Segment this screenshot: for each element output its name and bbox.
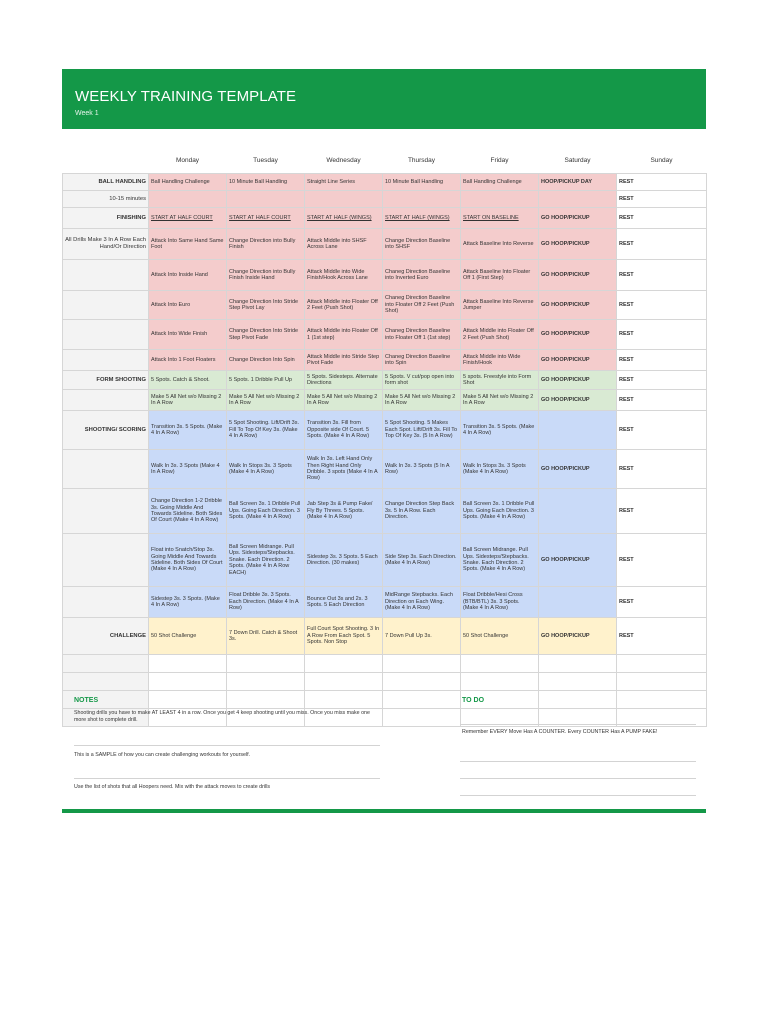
table-row	[63, 320, 707, 350]
todo-divider	[460, 724, 696, 725]
drill-cell: Change Direction Into Stride Step Pivot Fade	[227, 320, 305, 350]
drill-cell: Transition 3s. Fill from Opposite side Of Court. 5 Spots. (Make 4 In A Row)	[305, 411, 383, 450]
drill-cell: 10 Minute Ball Handling	[383, 174, 461, 191]
drill-cell: 5 spots. Freestyle into Form Shot	[461, 371, 539, 390]
page-title: WEEKLY TRAINING TEMPLATE	[75, 88, 297, 105]
day-header: Monday	[175, 157, 200, 165]
table-row	[63, 291, 707, 320]
drill-cell	[305, 673, 383, 691]
drill-cell: Walk In 3s. 3 Spots (5 In A Row)	[383, 450, 461, 489]
drill-cell	[227, 191, 305, 208]
drill-cell: GO HOOP/PICKUP	[539, 229, 617, 260]
rest-cell	[617, 655, 707, 673]
drill-cell: Attack Middle into Floater Off 1 (1st step)	[305, 320, 383, 350]
drill-cell: Straight Line Series	[305, 174, 383, 191]
row-label	[63, 587, 149, 618]
drill-cell: GO HOOP/PICKUP	[539, 350, 617, 371]
todo-divider	[460, 761, 696, 762]
row-label	[63, 390, 149, 411]
note-line: Use the list of shots that all Hoopers need. Mix with the attack moves to create drills	[74, 784, 271, 790]
drill-cell	[305, 191, 383, 208]
drill-cell: Ball Handling Challenge	[461, 174, 539, 191]
drill-cell: Attack Into 1 Foot Floaters	[149, 350, 227, 371]
drill-cell: START AT HALF COURT	[149, 208, 227, 229]
drill-cell: GO HOOP/PICKUP	[539, 371, 617, 390]
drill-cell	[383, 709, 461, 727]
drill-cell: Sidestep 3s. 3 Spots. (Make 4 In A Row)	[149, 587, 227, 618]
drill-cell: Ball Handling Challenge	[149, 174, 227, 191]
table-row	[63, 191, 707, 208]
drill-cell: Make 5 All Net w/o Missing 2 In A Row	[305, 390, 383, 411]
drill-cell	[539, 411, 617, 450]
drill-cell: 50 Shot Challenge	[149, 618, 227, 655]
drill-cell: START ON BASELINE	[461, 208, 539, 229]
rest-cell: REST	[617, 260, 707, 291]
drill-cell: Float into Snatch/Stop 3s. Going Middle And Towards Sideline. Both Sides Of Court (Make 4 In A Row)	[149, 534, 227, 587]
table-row	[63, 174, 707, 191]
drill-cell: Make 5 All Net w/o Missing 2 In A Row	[149, 390, 227, 411]
rest-cell	[617, 673, 707, 691]
rest-cell: REST	[617, 618, 707, 655]
drill-cell: Change Direction into Bully Finish Inside Hand	[227, 260, 305, 291]
note-line: This is a SAMPLE of how you can create challenging workouts for yourself.	[74, 752, 251, 758]
rest-cell: REST	[617, 450, 707, 489]
table-row	[63, 618, 707, 655]
drill-cell	[305, 691, 383, 709]
drill-cell: START AT HALF (WINGS)	[383, 208, 461, 229]
table-row	[63, 229, 707, 260]
drill-cell: Attack Middle into Wide Finish/Hook Across Lane	[305, 260, 383, 291]
drill-cell: Walk In Stops 3s. 3 Spots (Make 4 In A Row)	[461, 450, 539, 489]
row-label	[63, 291, 149, 320]
table-row	[63, 208, 707, 229]
row-label: FORM SHOOTING	[63, 371, 149, 390]
drill-cell: Attack Baseline Into Floater Off 1 (First Step)	[461, 260, 539, 291]
row-label: BALL HANDLING	[63, 174, 149, 191]
drill-cell: 7 Down Pull Up 3s.	[383, 618, 461, 655]
drill-cell	[383, 191, 461, 208]
drill-cell: Side Step 3s. Each Direction. (Make 4 In A Row)	[383, 534, 461, 587]
drill-cell: Attack Into Wide Finish	[149, 320, 227, 350]
drill-cell: Walk In Stops 3s. 3 Spots (Make 4 In A Row)	[227, 450, 305, 489]
rest-cell	[617, 691, 707, 709]
drill-cell: Ball Screen 3s. 1 Dribble Pull Ups. Going Each Direction. 3 Spots. (Make 4 In A Row)	[461, 489, 539, 534]
row-label	[63, 534, 149, 587]
row-label: FINISHING	[63, 208, 149, 229]
drill-cell	[227, 691, 305, 709]
drill-cell	[461, 673, 539, 691]
drill-cell: Change Direction Baseline into SHSF	[383, 229, 461, 260]
note-line: Shooting drills you have to make AT LEAST 4 in a row. Once you get 4 keep shooting until you miss. Once you miss make one more shot to complete drill.	[74, 710, 370, 724]
rest-cell: REST	[617, 191, 707, 208]
table-row	[63, 260, 707, 291]
row-label	[63, 350, 149, 371]
drill-cell: Attack Baseline Into Reverse	[461, 229, 539, 260]
drill-cell: Attack Middle into Floater Off 2 Feet (Push Shot)	[461, 320, 539, 350]
drill-cell: Make 5 All Net w/o Missing 2 In A Row	[227, 390, 305, 411]
drill-cell: Chaneg Direction Baseline into Spin	[383, 350, 461, 371]
drill-cell: 5 Spots. V cut/pop open into form shot	[383, 371, 461, 390]
drill-cell: Attack Into Euro	[149, 291, 227, 320]
drill-cell	[539, 191, 617, 208]
rest-cell: REST	[617, 534, 707, 587]
drill-cell: Chaneg Direction Baseline into Inverted Euro	[383, 260, 461, 291]
drill-cell	[149, 691, 227, 709]
drill-cell: 5 Spot Shooting. 5 Makes Each Spot. Lift/Drift 3s. Fill To Top Of Key 3s. (5 In A Row)	[383, 411, 461, 450]
day-header: Thursday	[407, 157, 436, 165]
drill-cell	[383, 673, 461, 691]
drill-cell: GO HOOP/PICKUP	[539, 450, 617, 489]
table-row	[63, 371, 707, 390]
table-row	[63, 450, 707, 489]
drill-cell: 5 Spots. Catch & Shoot.	[149, 371, 227, 390]
row-label	[63, 450, 149, 489]
drill-cell	[461, 655, 539, 673]
rest-cell: REST	[617, 411, 707, 450]
drill-cell: Full Court Spot Shooting. 3 In A Row From Each Spot. 5 Spots. Non Stop	[305, 618, 383, 655]
drill-cell: 5 Spot Shooting. Lift/Drift 3s. Fill To Top Of Key 3s. (Make 4 In A Row)	[227, 411, 305, 450]
drill-cell: Bounce Out 3s and 2s. 3 Spots. 5 Each Direction	[305, 587, 383, 618]
note-divider	[74, 778, 380, 779]
drill-cell: Ball Screen 3s. 1 Dribble Pull Ups. Going Each Direction. 3 Spots. (Make 4 In A Row)	[227, 489, 305, 534]
rest-cell: REST	[617, 489, 707, 534]
drill-cell	[539, 691, 617, 709]
drill-cell	[227, 673, 305, 691]
drill-cell	[539, 673, 617, 691]
drill-cell: GO HOOP/PICKUP	[539, 291, 617, 320]
drill-cell: 10 Minute Ball Handling	[227, 174, 305, 191]
page-subtitle: Week 1	[75, 110, 99, 117]
training-table	[62, 149, 707, 727]
rest-cell: REST	[617, 371, 707, 390]
rest-cell: REST	[617, 229, 707, 260]
drill-cell: GO HOOP/PICKUP	[539, 390, 617, 411]
table-row	[63, 390, 707, 411]
todo-line: Remember EVERY Move Has A COUNTER. Every COUNTER Has A PUMP FAKE!	[462, 729, 658, 735]
drill-cell: Float Dribble/Hesi Cross (BTB/BTL) 3s. 3 Spots. (Make 4 In A Row)	[461, 587, 539, 618]
drill-cell: Chaneg Direction Baseline into Floater Off 1 (1st step)	[383, 320, 461, 350]
drill-cell	[305, 655, 383, 673]
drill-cell: Walk In 3s. 3 Spots (Make 4 In A Row)	[149, 450, 227, 489]
drill-cell: Transition 3s. 5 Spots. (Make 4 In A Row)	[461, 411, 539, 450]
row-label	[63, 655, 149, 673]
row-label	[63, 673, 149, 691]
row-label: All Drills Make 3 In A Row Each Hand/Or Direction	[63, 229, 149, 260]
table-row	[63, 691, 707, 709]
drill-cell: GO HOOP/PICKUP	[539, 534, 617, 587]
page-header	[62, 69, 706, 129]
rest-cell: REST	[617, 291, 707, 320]
drill-cell: Make 5 All Net w/o Missing 2 In A Row	[461, 390, 539, 411]
day-header: Wednesday	[326, 157, 361, 165]
drill-cell: Change Direction into Bully Finish	[227, 229, 305, 260]
table-row	[63, 655, 707, 673]
drill-cell	[539, 587, 617, 618]
drill-cell: START AT HALF (WINGS)	[305, 208, 383, 229]
drill-cell: GO HOOP/PICKUP	[539, 260, 617, 291]
row-label	[63, 489, 149, 534]
drill-cell: Change Direction Into Stride Step Pivot Lay	[227, 291, 305, 320]
drill-cell	[539, 655, 617, 673]
drill-cell: MidRange Stepbacks. Each Direction on Each Wing. (Make 4 In A Row)	[383, 587, 461, 618]
drill-cell	[149, 191, 227, 208]
day-header: Saturday	[564, 157, 591, 165]
day-header-row	[63, 149, 707, 174]
drill-cell: Change Direction Step Back 3s. 5 In A Row. Each Direction.	[383, 489, 461, 534]
table-row	[63, 411, 707, 450]
table-row	[63, 673, 707, 691]
drill-cell: Ball Screen Midrange. Pull Ups. Sidesteps/Stepbacks. Snake. Each Direction. 2 Spots. (Make 4 In A Row)	[461, 534, 539, 587]
drill-cell: Transition 3s. 5 Spots. (Make 4 In A Row)	[149, 411, 227, 450]
rest-cell: REST	[617, 174, 707, 191]
drill-cell	[227, 655, 305, 673]
todo-divider	[460, 778, 696, 779]
table-row	[63, 489, 707, 534]
drill-cell: Change Direction Into Spin	[227, 350, 305, 371]
drill-cell: Attack Baseline Into Reverse Jumper	[461, 291, 539, 320]
drill-cell: Attack Middle into Stride Step Pivot Fade	[305, 350, 383, 371]
day-header: Sunday	[650, 157, 673, 165]
note-divider	[74, 745, 380, 746]
footer-bar	[62, 809, 706, 813]
rest-cell: REST	[617, 350, 707, 371]
drill-cell: HOOP/PICKUP DAY	[539, 174, 617, 191]
drill-cell: 5 Spots. 1 Dribble Pull Up	[227, 371, 305, 390]
drill-cell	[383, 691, 461, 709]
drill-cell: GO HOOP/PICKUP	[539, 208, 617, 229]
drill-cell: GO HOOP/PICKUP	[539, 618, 617, 655]
drill-cell: Attack Middle into Floater Off 2 Feet (Push Shot)	[305, 291, 383, 320]
row-label	[63, 260, 149, 291]
drill-cell: Attack Middle into SHSF Across Lane	[305, 229, 383, 260]
drill-cell: Attack Into Same Hand Same Foot	[149, 229, 227, 260]
drill-cell: Jab Step 3s & Pump Fake/ Fly By Threes. 5 Spots. (Make 4 In A Row)	[305, 489, 383, 534]
corner-cell	[63, 149, 149, 174]
rest-cell: REST	[617, 208, 707, 229]
drill-cell: Attack Middle into Wide Finish/Hook	[461, 350, 539, 371]
day-header: Tuesday	[253, 157, 278, 165]
drill-cell	[383, 655, 461, 673]
drill-cell: START AT HALF COURT	[227, 208, 305, 229]
drill-cell: Ball Screen Midrange. Pull Ups. Sidesteps/Stepbacks. Snake. Each Direction. 2 Spots. (Make 4 In A Row EACH)	[227, 534, 305, 587]
drill-cell	[149, 673, 227, 691]
row-label: CHALLENGE	[63, 618, 149, 655]
todo-divider	[460, 795, 696, 796]
drill-cell: Attack Into Inside Hand	[149, 260, 227, 291]
drill-cell: GO HOOP/PICKUP	[539, 320, 617, 350]
table-row	[63, 534, 707, 587]
drill-cell: Float Dribble 3s. 3 Spots. Each Direction. (Make 4 In A Row)	[227, 587, 305, 618]
row-label: 10-15 minutes	[63, 191, 149, 208]
drill-cell: 50 Shot Challenge	[461, 618, 539, 655]
rest-cell: REST	[617, 320, 707, 350]
drill-cell: Sidestep 3s. 3 Spots. 5 Each Direction. (30 makes)	[305, 534, 383, 587]
drill-cell	[149, 655, 227, 673]
todo-heading: TO DO	[462, 697, 485, 704]
table-row	[63, 587, 707, 618]
drill-cell: Change Direction 1-2 Dribble 3s. Going Middle And Towards Sideline. Both Sides Of Court (Make 4 In A Row)	[149, 489, 227, 534]
drill-cell	[461, 191, 539, 208]
drill-cell: 5 Spots. Sidesteps. Alternate Directions	[305, 371, 383, 390]
row-label: SHOOTING/ SCORING	[63, 411, 149, 450]
drill-cell: 7 Down Drill. Catch & Shoot 3s.	[227, 618, 305, 655]
row-label	[63, 320, 149, 350]
table-row	[63, 350, 707, 371]
table-body	[63, 174, 707, 727]
drill-cell: Make 5 All Net w/o Missing 2 In A Row	[383, 390, 461, 411]
day-header: Friday	[490, 157, 509, 165]
drill-cell: Chaneg Direction Baseline into Floater Off 2 Feet (Push Shot)	[383, 291, 461, 320]
rest-cell: REST	[617, 587, 707, 618]
rest-cell: REST	[617, 390, 707, 411]
drill-cell: Walk In 3s. Left Hand Only Then Right Hand Only Dribble. 3 spots (Make 4 In A Row)	[305, 450, 383, 489]
notes-heading: NOTES	[74, 697, 99, 704]
drill-cell	[539, 489, 617, 534]
